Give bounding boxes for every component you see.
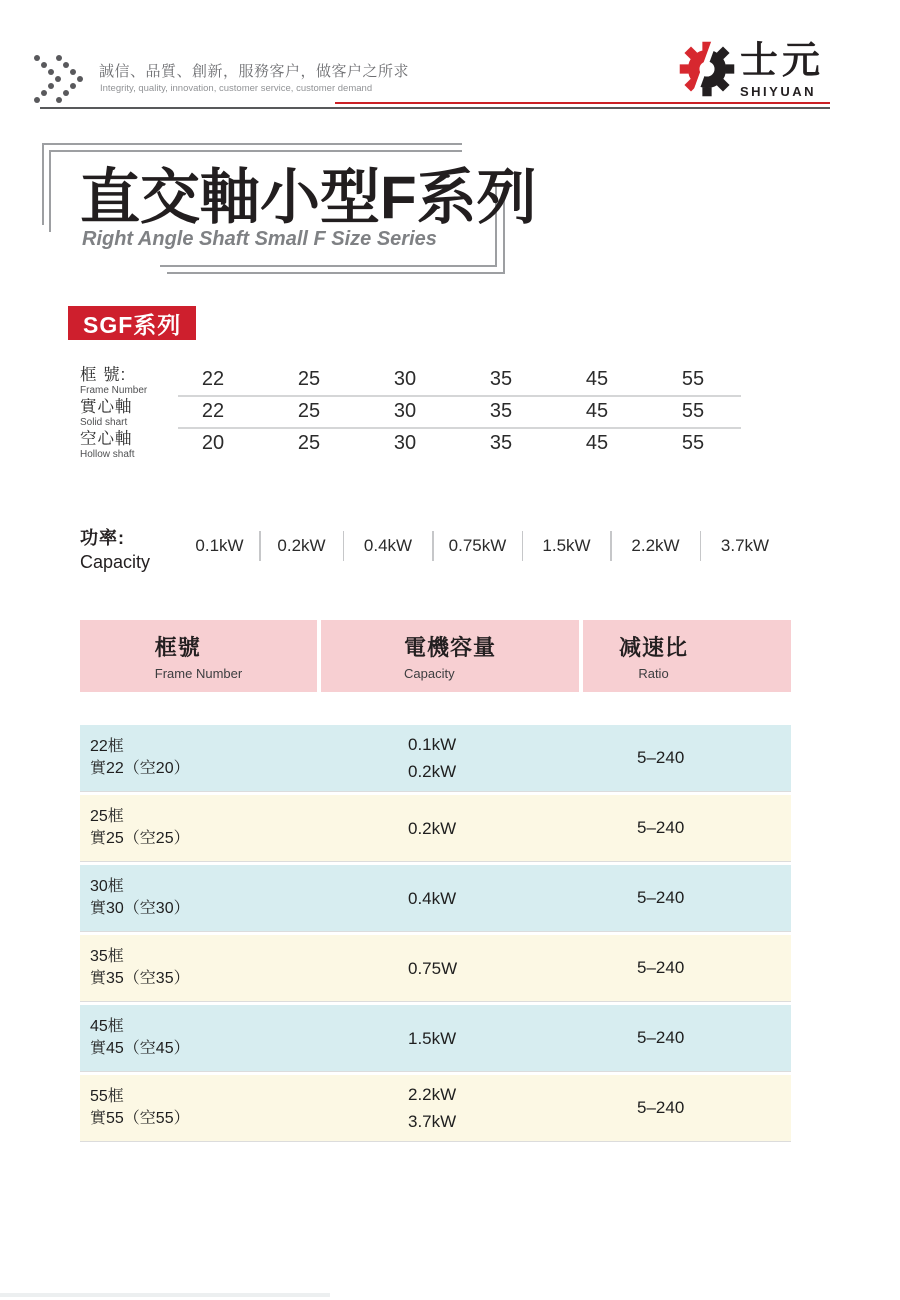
capacity-line: 0.2kW <box>408 818 457 838</box>
spec-row-values <box>165 398 741 424</box>
capacity-line: 0.1kW <box>408 735 457 754</box>
spec-row-values <box>165 366 741 392</box>
page-title: 直交軸小型F系列 <box>80 164 537 231</box>
frame-line1: 45框 <box>90 1018 124 1035</box>
header-rule-dark <box>40 107 830 109</box>
spec-value: 25 <box>297 368 321 390</box>
frame-line2: 實22（空20） <box>90 760 190 777</box>
spec-table <box>80 364 760 464</box>
gear-logo-icon <box>678 40 736 98</box>
page-subtitle: Right Angle Shaft Small F Size Series <box>82 228 437 250</box>
frame-line2: 實25（空25） <box>90 830 190 847</box>
double-chevron-dots-icon <box>33 55 85 105</box>
frame-line1: 35框 <box>90 948 124 965</box>
company-slogan-zh: 誠信、品質、創新，服務客户，做客户之所求 <box>99 63 410 80</box>
table-header-cell <box>321 620 579 692</box>
spec-value: 20 <box>201 432 225 454</box>
capacity-value: 1.5kW <box>542 536 591 555</box>
spec-row <box>80 398 760 430</box>
frame-line2: 實30（空30） <box>90 900 190 917</box>
spec-value: 25 <box>297 432 321 454</box>
table-header-cell <box>583 620 791 692</box>
spec-value: 25 <box>297 400 321 422</box>
spec-value: 30 <box>393 400 417 422</box>
capacity-cell <box>408 1075 456 1141</box>
frame-cell <box>90 1075 190 1141</box>
table-header-en: Capacity <box>403 666 455 681</box>
capacity-label-zh: 功率: <box>80 528 125 548</box>
table-header-en: Ratio <box>638 666 669 681</box>
company-slogan-en: Integrity, quality, innovation, customer service, customer demand <box>100 83 373 94</box>
frame-cell <box>90 1005 190 1071</box>
bottom-accent-bar <box>0 1293 330 1297</box>
spec-row-label-zh: 空心軸 <box>80 430 133 448</box>
table-header-zh: 電機容量 <box>403 635 496 660</box>
spec-row-label-en: Hollow shaft <box>80 449 135 461</box>
table-header-text <box>619 631 688 681</box>
capacity-strip <box>80 524 800 572</box>
main-table-header <box>80 620 791 692</box>
spec-row <box>80 366 760 398</box>
spec-value: 55 <box>681 400 705 422</box>
spec-value: 30 <box>393 368 417 390</box>
table-row <box>80 935 791 1001</box>
capacity-line: 1.5kW <box>408 1028 457 1048</box>
frame-line1: 25框 <box>90 808 124 825</box>
table-row <box>80 865 791 931</box>
capacity-cell <box>408 795 456 861</box>
frame-cell <box>90 795 190 861</box>
logo-name-zh: 士元 <box>740 40 825 82</box>
capacity-cell <box>408 865 456 931</box>
spec-value: 45 <box>585 368 609 390</box>
capacity-value: 0.2kW <box>277 536 326 555</box>
table-header-cell <box>80 620 317 692</box>
capacity-line: 2.2kW <box>408 1085 457 1104</box>
capacity-cell <box>408 725 456 791</box>
spec-value: 45 <box>585 400 609 422</box>
frame-line2: 實55（空55） <box>90 1110 190 1127</box>
capacity-cell <box>408 935 457 1001</box>
ratio-cell: 5–240 <box>637 1028 685 1047</box>
table-header-zh: 框號 <box>154 635 201 660</box>
spec-row-values <box>165 430 741 456</box>
logo-name-en: SHIYUAN <box>740 83 817 99</box>
spec-value: 45 <box>585 432 609 454</box>
capacity-value: 2.2kW <box>631 536 680 555</box>
spec-divider <box>178 427 741 429</box>
spec-divider <box>178 395 741 397</box>
frame-line2: 實45（空45） <box>90 1040 190 1057</box>
table-header-zh: 减速比 <box>619 635 689 660</box>
frame-line1: 55框 <box>90 1088 124 1105</box>
spec-row-label-zh: 框 號: <box>80 366 127 384</box>
table-header-text <box>155 631 242 681</box>
spec-row <box>80 430 760 462</box>
ratio-cell: 5–240 <box>637 1098 685 1117</box>
frame-line1: 22框 <box>90 738 124 755</box>
spec-value: 22 <box>201 400 225 422</box>
spec-value: 35 <box>489 368 513 390</box>
frame-line2: 實35（空35） <box>90 970 190 987</box>
capacity-value: 0.75kW <box>448 536 507 555</box>
table-row <box>80 1005 791 1071</box>
frame-cell <box>90 725 190 791</box>
capacity-values <box>180 526 789 566</box>
main-table-rows <box>80 725 791 1145</box>
company-logo <box>678 40 824 99</box>
frame-cell <box>90 935 190 1001</box>
capacity-line: 3.7kW <box>408 1112 457 1131</box>
spec-value: 35 <box>489 432 513 454</box>
ratio-cell: 5–240 <box>637 958 685 977</box>
spec-value: 22 <box>201 368 225 390</box>
capacity-line: 0.2kW <box>408 762 457 781</box>
table-row <box>80 795 791 861</box>
capacity-value: 3.7kW <box>720 536 770 555</box>
spec-row-label-zh: 實心軸 <box>80 398 133 416</box>
header-rule-red <box>335 102 830 104</box>
table-row <box>80 1075 791 1141</box>
table-row <box>80 725 791 791</box>
table-header-en: Frame Number <box>154 666 243 681</box>
spec-value: 35 <box>489 400 513 422</box>
ratio-cell: 5–240 <box>637 818 685 837</box>
series-badge: SGF系列 <box>68 306 196 340</box>
ratio-cell: 5–240 <box>637 888 685 907</box>
spec-value: 30 <box>393 432 417 454</box>
table-header-text <box>404 631 496 681</box>
capacity-value: 0.1kW <box>195 536 244 555</box>
ratio-cell: 5–240 <box>637 748 685 767</box>
spec-row-label-en: Solid shart <box>80 417 128 429</box>
capacity-label-en: Capacity <box>80 552 151 572</box>
spec-value: 55 <box>681 368 705 390</box>
capacity-value: 0.4kW <box>363 536 413 555</box>
spec-row-label-en: Frame Number <box>80 385 148 397</box>
capacity-cell <box>408 1005 456 1071</box>
capacity-line: 0.75W <box>408 958 458 978</box>
frame-line1: 30框 <box>90 878 124 895</box>
spec-value: 55 <box>681 432 705 454</box>
capacity-line: 0.4kW <box>408 888 457 908</box>
frame-cell <box>90 865 190 931</box>
